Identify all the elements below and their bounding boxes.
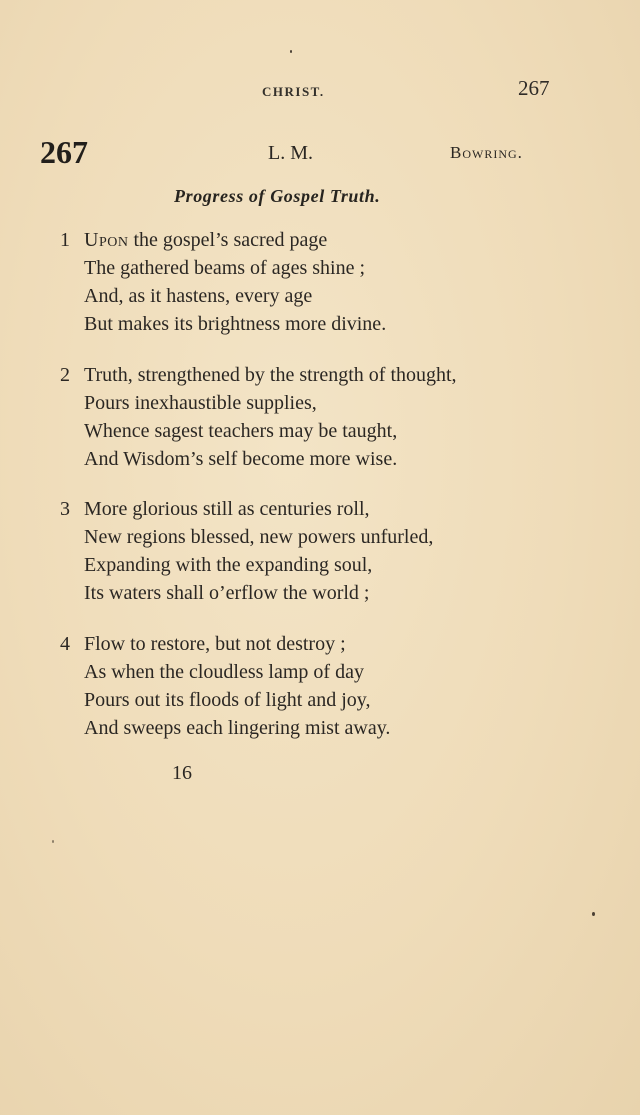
stanza-first-line xyxy=(60,226,580,254)
running-head: CHRIST. xyxy=(262,84,325,99)
stanza-line: Whence sagest teachers may be taught, xyxy=(84,420,398,442)
stanza-line: Pours inexhaustible supplies, xyxy=(84,392,317,414)
stanza-line: Pours out its floods of light and joy, xyxy=(84,689,371,711)
stanza-4 xyxy=(60,630,580,742)
stanza-3 xyxy=(60,495,580,607)
author-rest: owring. xyxy=(462,143,523,162)
paper-speck xyxy=(592,912,595,916)
stanza-line: But makes its brightness more divine. xyxy=(84,313,387,335)
hymn-author xyxy=(450,143,523,163)
stanza-line: As when the cloudless lamp of day xyxy=(84,661,364,683)
stanza-first-line-text: More glorious still as centuries roll, xyxy=(84,498,370,520)
stanza-opening-word: Upon xyxy=(84,229,129,251)
stanza-line: The gathered beams of ages shine ; xyxy=(84,257,366,279)
hymn-title: Progress of Gospel Truth. xyxy=(174,186,381,206)
paper-speck xyxy=(290,50,292,53)
stanza-first-line xyxy=(60,361,580,389)
stanza-first-line xyxy=(60,495,580,523)
stanza-first-line-text: Truth, strengthened by the strength of thought, xyxy=(84,364,457,386)
stanza-number: 1 xyxy=(60,229,70,251)
stanza-line: Expanding with the expanding soul, xyxy=(84,554,373,576)
stanza-first-line-text: Flow to restore, but not destroy ; xyxy=(84,633,346,655)
page-number: 267 xyxy=(518,76,550,100)
stanza-number: 3 xyxy=(60,498,70,520)
stanza-2 xyxy=(60,361,580,473)
stanza-line: New regions blessed, new powers unfurled, xyxy=(84,526,434,548)
stanza-line: And Wisdom’s self become more wise. xyxy=(84,448,398,470)
stanza-first-line xyxy=(60,630,580,658)
stanza-line: And, as it hastens, every age xyxy=(84,285,313,307)
stanza-first-line-rest: the gospel’s sacred page xyxy=(128,229,328,251)
hymn-meter: L. M. xyxy=(268,142,313,164)
stanza-line: Its waters shall o’erflow the world ; xyxy=(84,582,370,604)
stanza-1 xyxy=(60,226,580,338)
stanza-number: 4 xyxy=(60,633,70,655)
paper-speck xyxy=(52,840,54,843)
stanza-line: And sweeps each lingering mist away. xyxy=(84,717,391,739)
author-initial: B xyxy=(450,143,463,162)
signature-mark: 16 xyxy=(172,762,192,784)
hymn-number: 267 xyxy=(40,134,88,170)
stanza-number: 2 xyxy=(60,364,70,386)
